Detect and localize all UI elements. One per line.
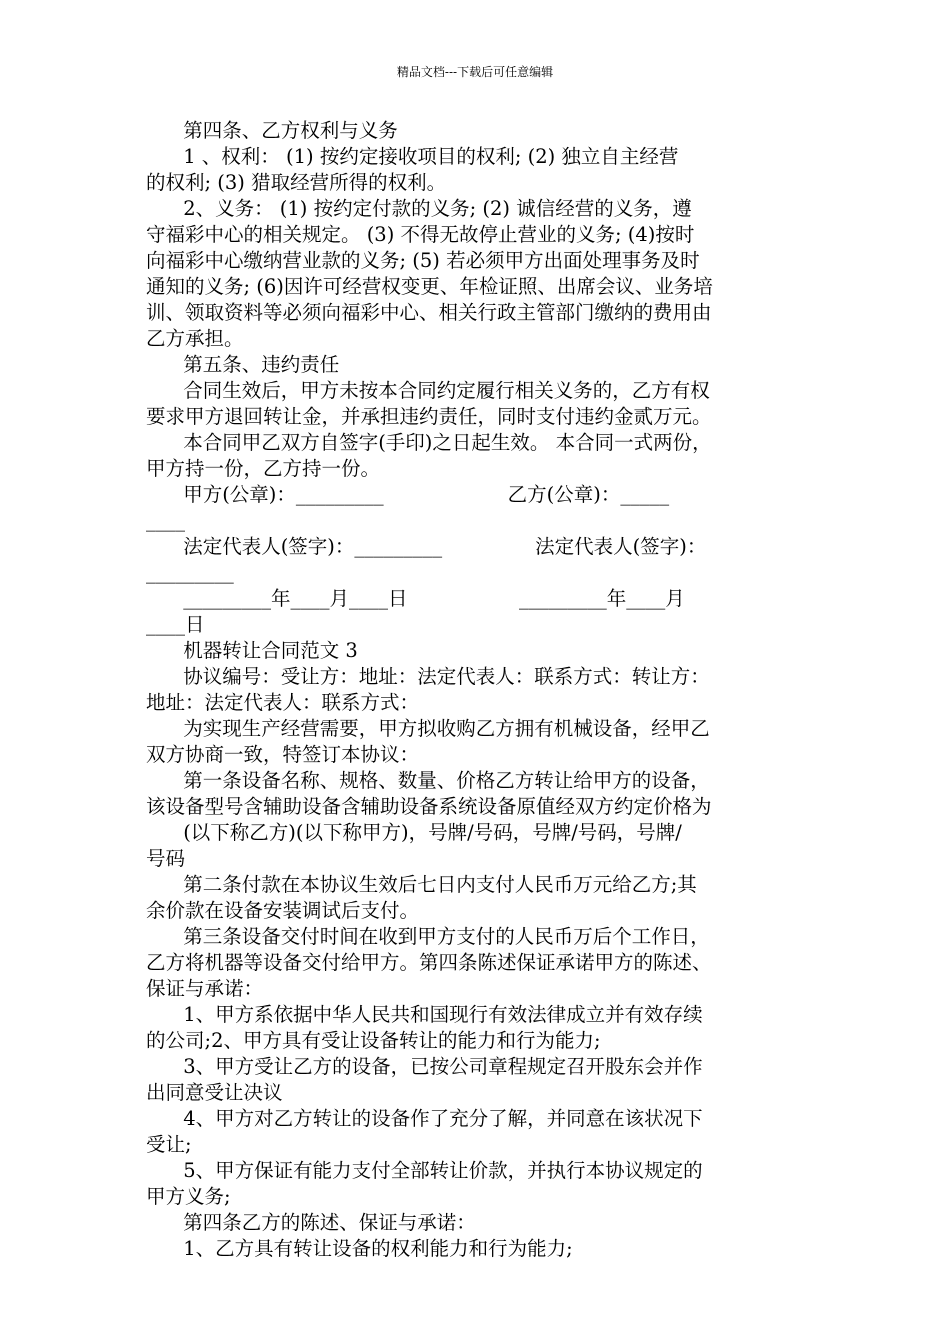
paragraph [146, 430, 814, 482]
paragraph [146, 664, 814, 716]
paragraph [146, 638, 814, 664]
text-line: 第四条、乙方权利与义务 [146, 119, 398, 142]
text-line: 第三条设备交付时间在收到甲方支付的人民币万后个工作日， [146, 925, 710, 948]
text-line: 第四条乙方的陈述、保证与承诺： [146, 1211, 476, 1234]
text-line: 地址：法定代表人：联系方式： [146, 691, 420, 714]
text-line: _________ [146, 561, 234, 584]
text-line: 1、乙方具有转让设备的权利能力和行为能力; [146, 1237, 573, 1260]
text-line: 训、领取资料等必须向福彩中心、相关行政主管部门缴纳的费用由 [146, 301, 712, 324]
paragraph [146, 1210, 814, 1236]
text-line: 甲方持一份，乙方持一份。 [146, 457, 381, 480]
text-line: ____日 [146, 613, 205, 636]
text-line: 本合同甲乙双方自签字(手印)之日起生效。 本合同一式两份， [146, 431, 712, 454]
text-line: 第二条付款在本协议生效后七日内支付人民币万元给乙方;其 [146, 873, 697, 896]
text-line: 5、甲方保证有能力支付全部转让价款，并执行本协议规定的 [146, 1159, 703, 1182]
text-line: 号码 [146, 847, 186, 870]
text-line: 1、甲方系依据中华人民共和国现行有效法律成立并有效存续 [146, 1003, 703, 1026]
text-line: 甲方义务; [146, 1185, 231, 1208]
text-line: 3、甲方受让乙方的设备，已按公司章程规定召开股东会并作 [146, 1055, 703, 1078]
text-line: 该设备型号含辅助设备含辅助设备系统设备原值经双方约定价格为 [146, 795, 712, 818]
text-line: ____ [146, 509, 185, 532]
text-line: 向福彩中心缴纳营业款的义务; (5) 若必须甲方出面处理事务及时 [146, 249, 700, 272]
text-line: 法定代表人(签字)：_________ 法定代表人(签字)： [146, 535, 707, 558]
paragraph [146, 352, 814, 378]
paragraph [146, 118, 814, 144]
document-body [146, 118, 814, 1262]
text-line: 1 、权利： (1) 按约定接收项目的权利; (2) 独立自主经营 [146, 145, 679, 168]
paragraph [146, 534, 814, 586]
paragraph [146, 716, 814, 768]
text-line: 通知的义务; (6)因许可经营权变更、年检证照、出席会议、业务培 [146, 275, 713, 298]
text-line: 的公司;2、甲方具有受让设备转让的能力和行为能力; [146, 1029, 601, 1052]
paragraph [146, 1236, 814, 1262]
text-line: 保证与承诺： [146, 977, 264, 1000]
text-line: 第一条设备名称、规格、数量、价格乙方转让给甲方的设备， [146, 769, 710, 792]
text-line: 机器转让合同范文 3 [146, 639, 358, 662]
text-line: 合同生效后，甲方未按本合同约定履行相关义务的，乙方有权 [146, 379, 710, 402]
paragraph [146, 482, 814, 534]
paragraph [146, 378, 814, 430]
paragraph [146, 1106, 814, 1158]
text-line: _________年____月____日 _________年____月 [146, 587, 685, 610]
text-line: 2、义务： (1) 按约定付款的义务; (2) 诚信经营的义务，遵 [146, 197, 692, 220]
text-line: 4、甲方对乙方转让的设备作了充分了解，并同意在该状况下 [146, 1107, 703, 1130]
paragraph [146, 144, 814, 196]
text-line: 甲方(公章)：_________ 乙方(公章)：_____ [146, 483, 670, 506]
text-line: 出同意受让决议 [146, 1081, 283, 1104]
text-line: 乙方承担。 [146, 327, 244, 350]
text-line: 为实现生产经营需要，甲方拟收购乙方拥有机械设备，经甲乙 [146, 717, 710, 740]
text-line: 第五条、违约责任 [146, 353, 340, 376]
text-line: 的权利; (3) 猎取经营所得的权利。 [146, 171, 447, 194]
text-line: 守福彩中心的相关规定。 (3) 不得无故停止营业的义务; (4)按时 [146, 223, 695, 246]
text-line: 受让; [146, 1133, 192, 1156]
paragraph [146, 924, 814, 1002]
paragraph [146, 768, 814, 872]
text-line: 乙方将机器等设备交付给甲方。第四条陈述保证承诺甲方的陈述、 [146, 951, 712, 974]
paragraph [146, 872, 814, 924]
paragraph [146, 586, 814, 638]
text-line: (以下称乙方)(以下称甲方)，号牌/号码，号牌/号码，号牌/ [146, 821, 682, 844]
page-header: 精品文档---下载后可任意编辑 [396, 65, 554, 79]
paragraph [146, 1158, 814, 1210]
paragraph [146, 1054, 814, 1106]
text-line: 余价款在设备安装调试后支付。 [146, 899, 420, 922]
text-line: 要求甲方退回转让金，并承担违约责任，同时支付违约金贰万元。 [146, 405, 712, 428]
paragraph [146, 196, 814, 352]
text-line: 双方协商一致，特签订本协议： [146, 743, 420, 766]
text-line: 协议编号：受让方：地址：法定代表人：联系方式：转让方： [146, 665, 710, 688]
paragraph [146, 1002, 814, 1054]
